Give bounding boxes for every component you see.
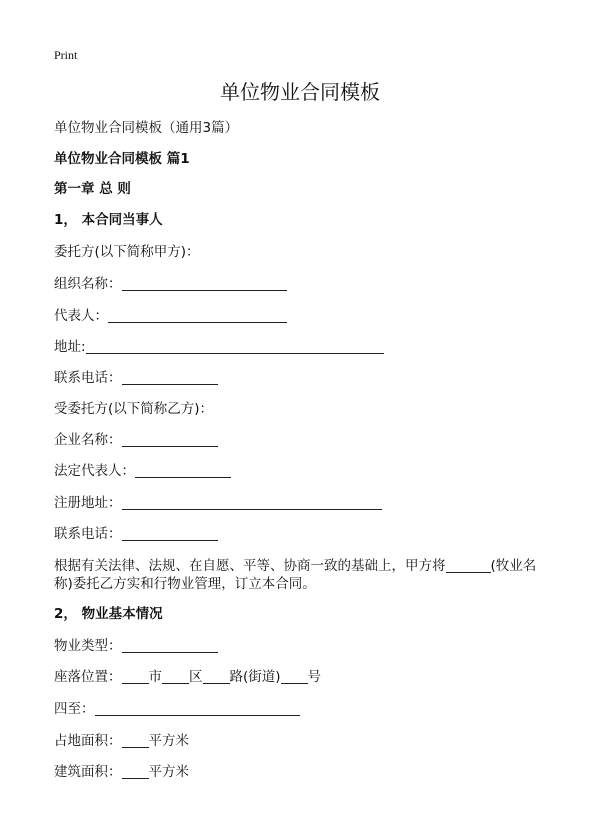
label: 区 [189,669,203,685]
label: 物业类型： [54,638,122,654]
blank-district [162,669,189,684]
field-building-area [54,763,189,781]
party-a-intro: 委托方(以下简称甲方)： [54,244,200,260]
field-reg-address [54,494,382,512]
field-boundaries [54,700,300,718]
blank-building-area [122,764,149,779]
field-phone-b [54,525,218,543]
blank-boundaries [95,701,300,716]
label: 组织名称： [54,276,122,292]
blank-city [122,669,149,684]
heading-parties: 1， 本合同当事人 [54,212,163,228]
field-property-type [54,637,218,655]
blank-road [203,669,230,684]
chapter-heading: 第一章 总 则 [54,181,131,197]
label: 联系电话： [54,370,122,386]
label: 占地面积： [54,733,122,749]
blank-type [122,638,218,653]
blank-legal-rep [135,463,231,478]
subtitle: 单位物业合同模板（通用3篇） [54,120,239,136]
blank-org-name [122,276,287,291]
label: 市 [148,669,162,685]
field-company [54,431,218,449]
label: 地址: [54,339,86,355]
label: 法定代表人： [54,463,135,479]
blank-phone-a [122,370,218,385]
label: 四至： [54,701,95,717]
paragraph-text: (牧业名称)委托乙方实和行物业管理，订立本合同。 [54,558,537,592]
label: 企业名称： [54,432,122,448]
blank-rep [108,308,287,323]
blank-reg-address [122,495,382,510]
heading-property: 2， 物业基本情况 [54,606,163,622]
blank-phone-b [122,526,218,541]
field-legal-rep [54,462,231,480]
blank-number [281,669,308,684]
label: 座落位置： [54,669,122,685]
field-rep [54,307,287,325]
field-land-area [54,732,189,750]
paragraph [54,557,546,593]
blank-company [122,432,218,447]
label: 注册地址： [54,495,122,511]
blank-land-area [122,733,149,748]
label: 代表人： [54,308,108,324]
party-b-intro: 受委托方(以下简称乙方)： [54,401,214,417]
field-org-name [54,275,287,293]
blank-address [86,339,384,354]
field-location [54,668,321,686]
paragraph-text: 根据有关法律、法规、在自愿、平等、协商一致的基础上，甲方将 [54,558,446,574]
print-label: Print [54,48,78,62]
unit: 平方米 [148,733,189,749]
label: 建筑面积： [54,764,122,780]
field-address [54,338,384,356]
field-phone-a [54,369,218,387]
unit: 平方米 [148,764,189,780]
label: 路(街道) [229,669,281,685]
page-title: 单位物业合同模板 [220,80,380,104]
section-title: 单位物业合同模板 篇1 [54,151,190,167]
blank-property-name [446,560,491,573]
label: 联系电话： [54,526,122,542]
label: 号 [307,669,322,685]
